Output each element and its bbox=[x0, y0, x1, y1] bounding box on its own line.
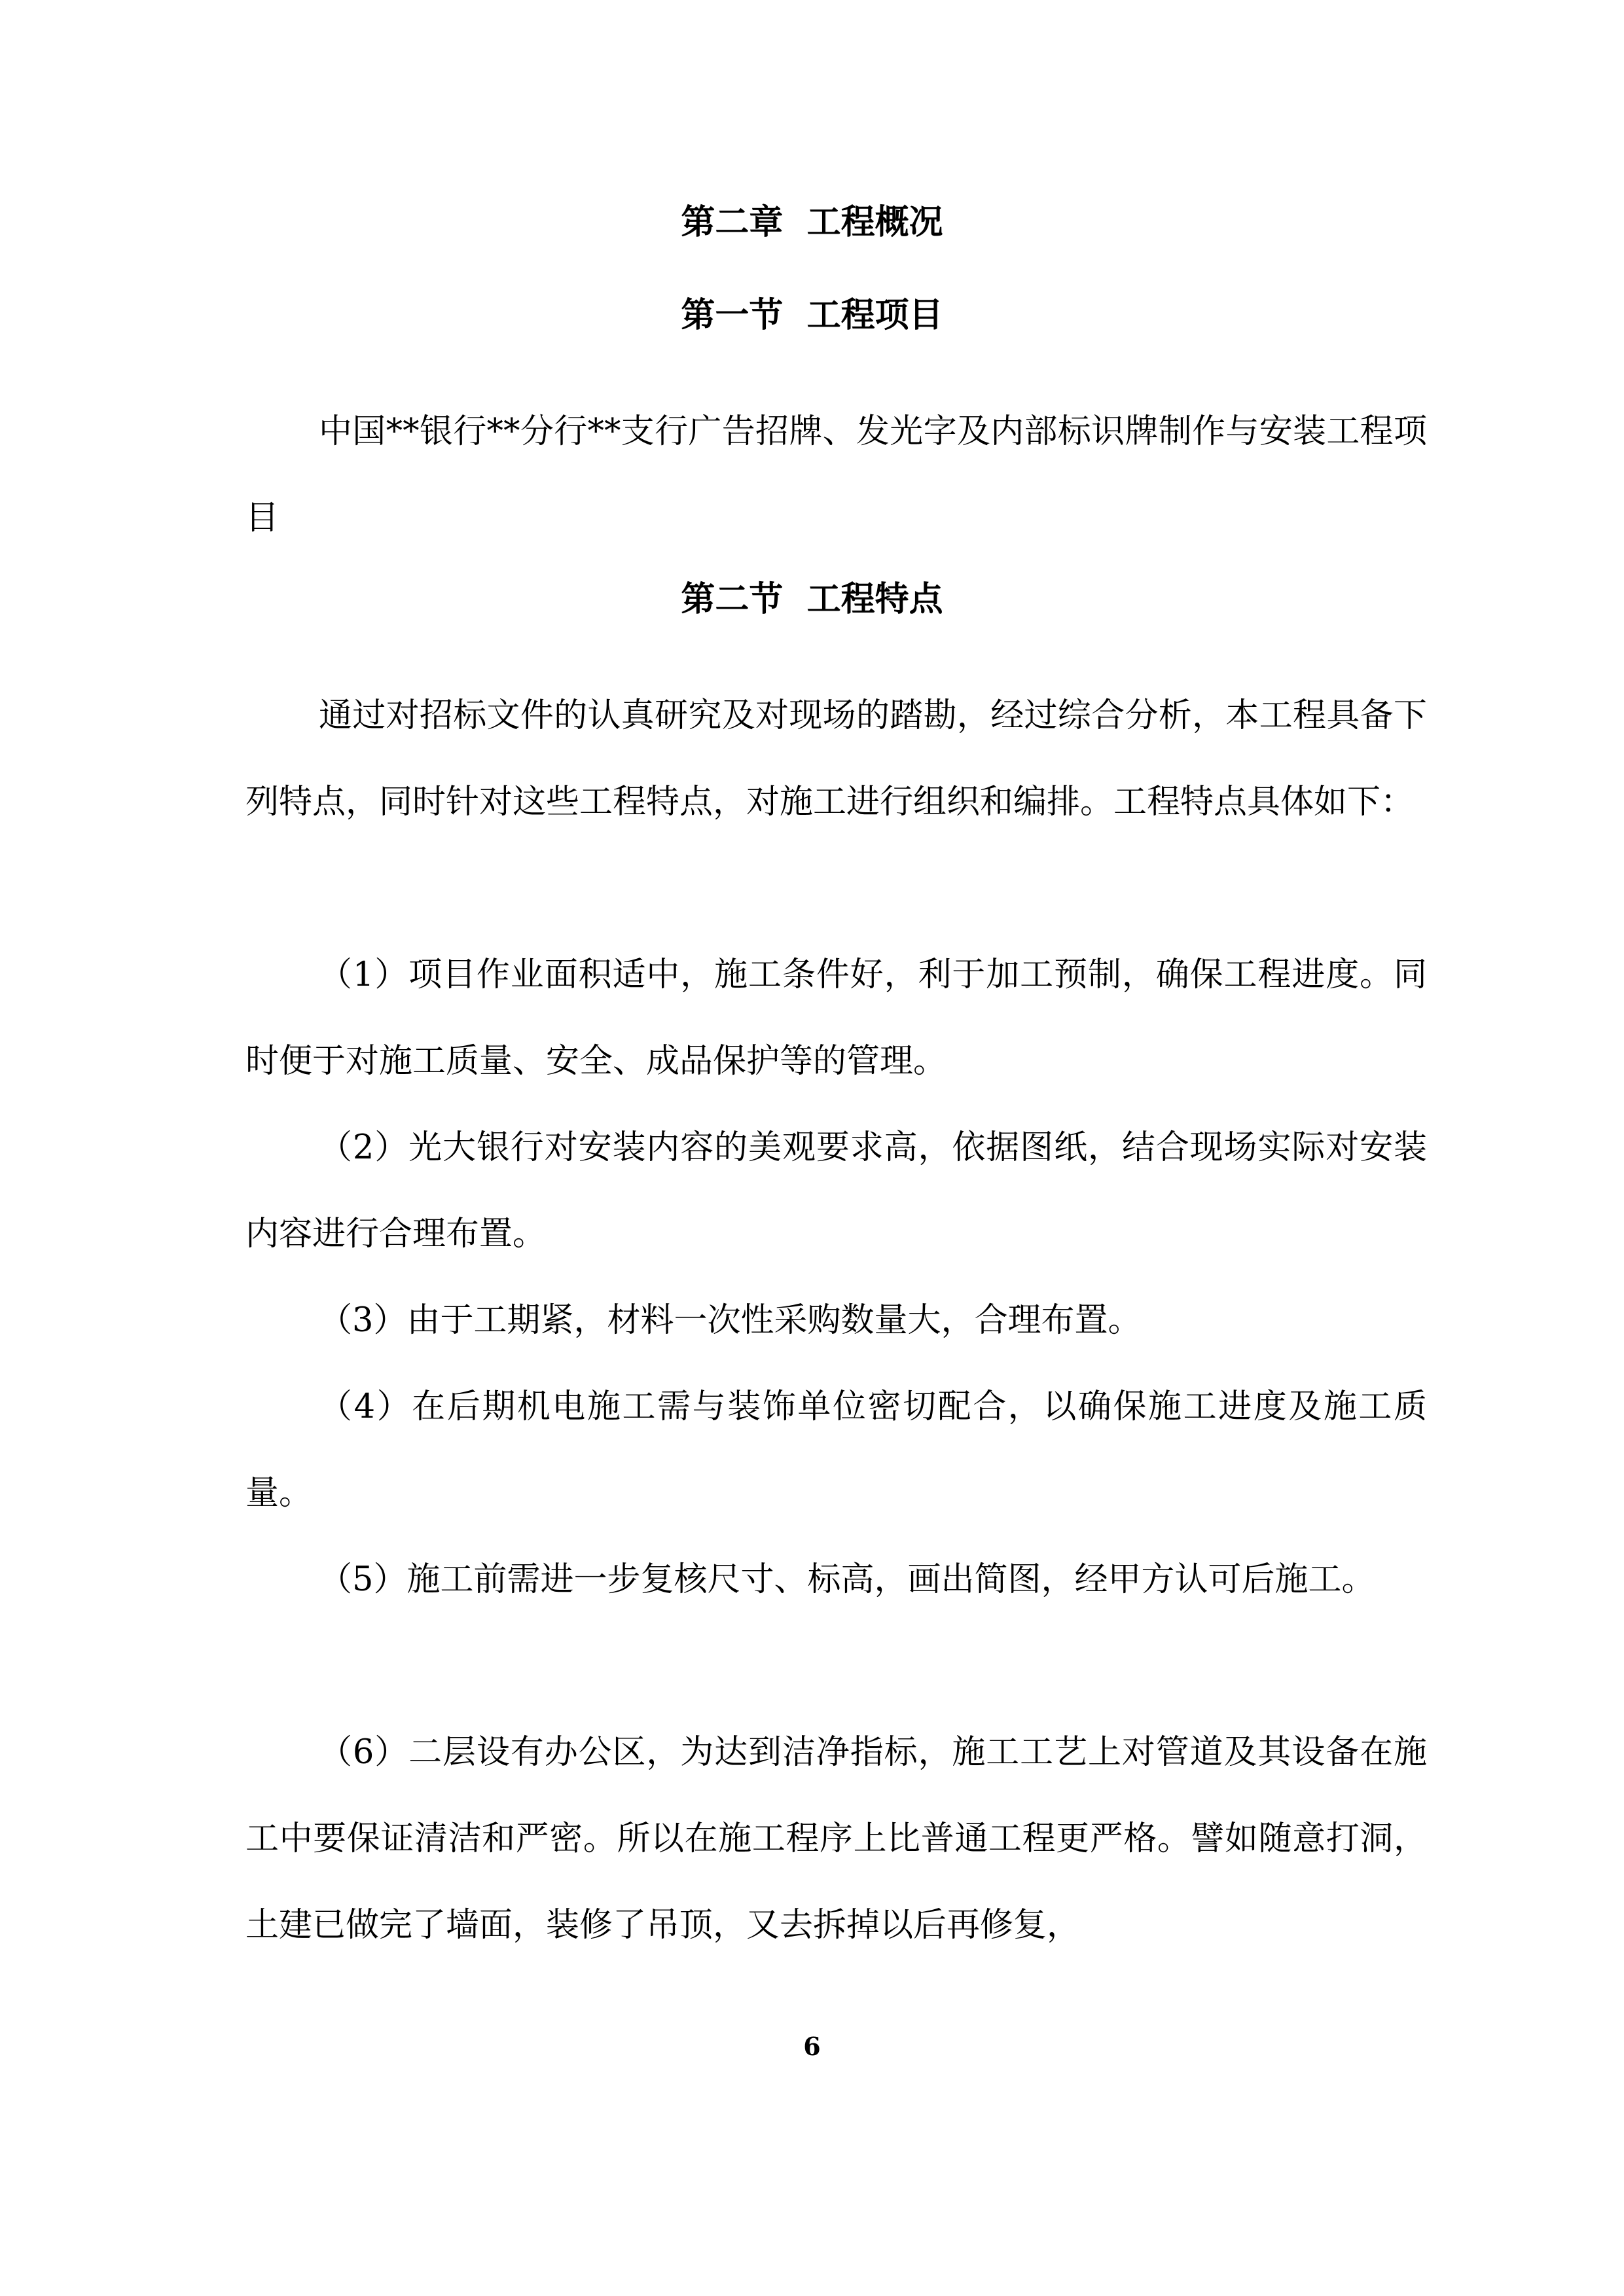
feature-item-1: （1）项目作业面积适中，施工条件好，利于加工预制，确保工程进度。同时便于对施工质量、安全、成品保护等的管理。 bbox=[245, 956, 1427, 1081]
section-1-paragraph: 中国**银行**分行**支行广告招牌、发光字及内部标识牌制作与安装工程项目 bbox=[245, 412, 1427, 537]
feature-item-3: （3）由于工期紧，材料一次性采购数量大，合理布置。 bbox=[319, 1301, 1142, 1340]
page-number: 6 bbox=[803, 2032, 821, 2061]
chapter-title: 第二章 工程概况 bbox=[681, 202, 943, 242]
section-title-2: 第二节 工程特点 bbox=[681, 579, 943, 619]
feature-item-5: （5）施工前需进一步复核尺寸、标高，画出简图，经甲方认可后施工。 bbox=[319, 1560, 1375, 1599]
section-title-1: 第一节 工程项目 bbox=[681, 295, 943, 335]
feature-item-4: （4）在后期机电施工需与装饰单位密切配合，以确保施工进度及施工质量。 bbox=[245, 1388, 1427, 1513]
feature-item-2: （2）光大银行对安装内容的美观要求高，依据图纸，结合现场实际对安装内容进行合理布置。 bbox=[245, 1128, 1427, 1253]
section-2-intro-paragraph: 通过对招标文件的认真研究及对现场的踏勘，经过综合分析，本工程具备下列特点，同时针对这些工程特点，对施工进行组织和编排。工程特点具体如下： bbox=[245, 696, 1427, 821]
feature-item-6: （6）二层设有办公区，为达到洁净指标，施工工艺上对管道及其设备在施工中要保证清洁和严密。所以在施工程序上比普通工程更严格。譬如随意打洞，土建已做完了墙面，装修了吊顶，又去拆掉以后再修复， bbox=[245, 1733, 1427, 1945]
